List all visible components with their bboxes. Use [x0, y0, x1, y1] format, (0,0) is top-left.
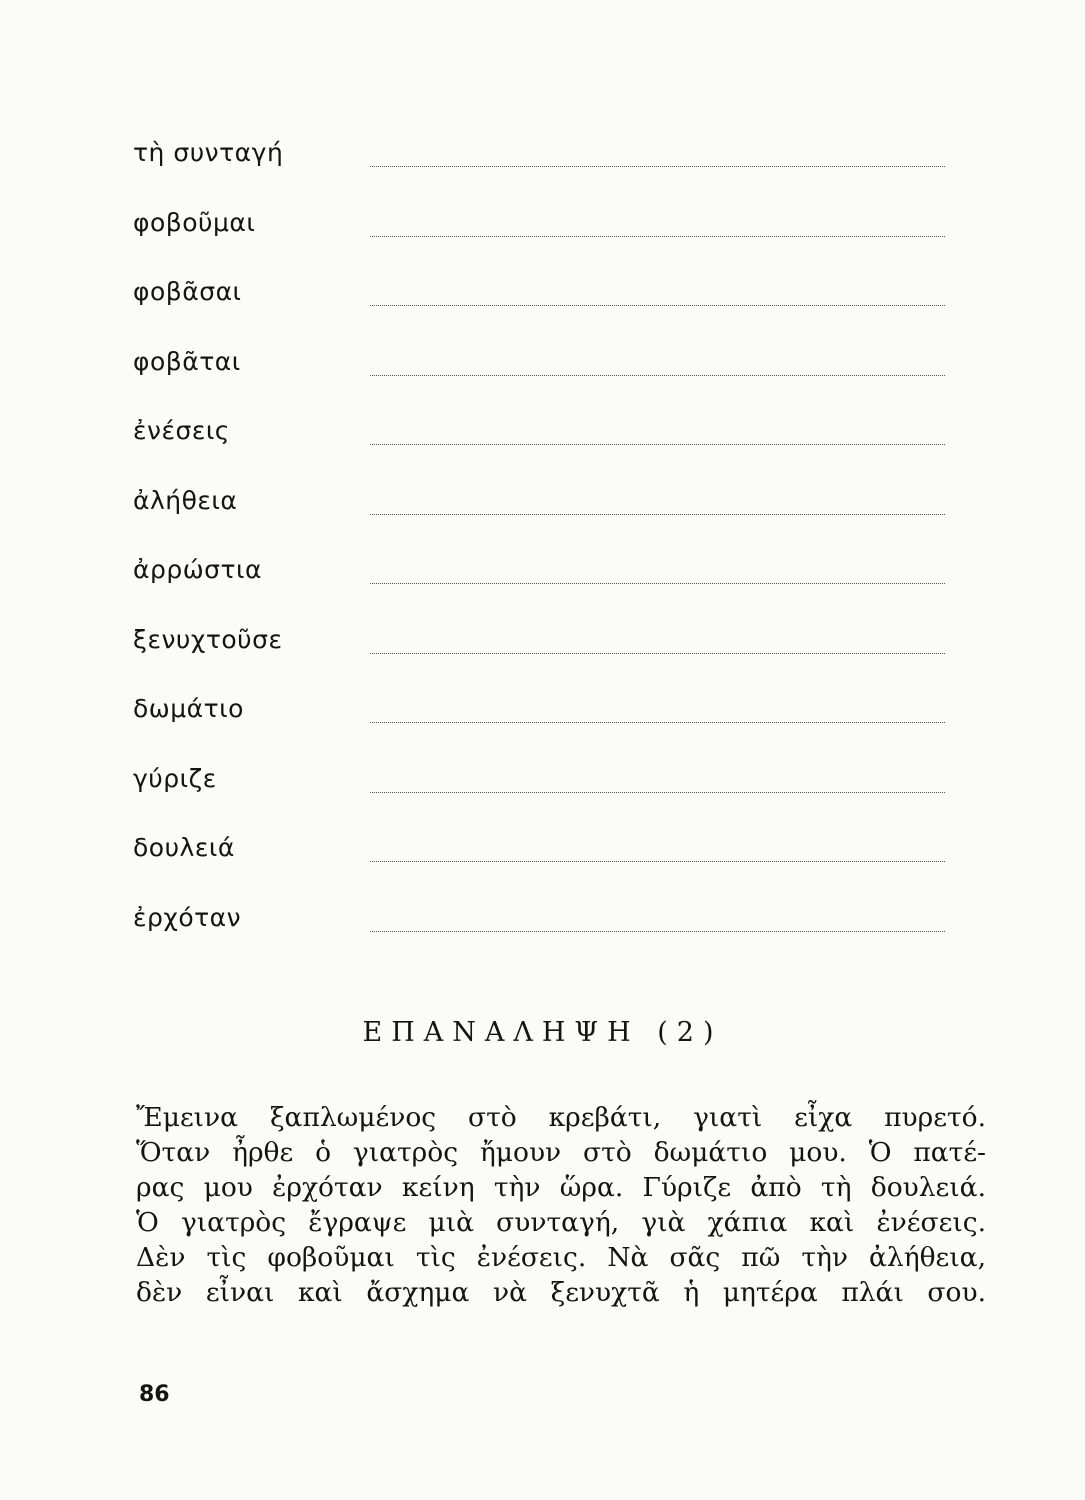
answer-line[interactable]: [370, 653, 945, 654]
reading-passage: [136, 1100, 986, 1310]
vocabulary-word: ξενυχτοῦσε: [133, 624, 283, 654]
vocabulary-row: [133, 208, 953, 278]
vocabulary-row: [133, 764, 953, 834]
vocabulary-word: ἐνέσεις: [133, 416, 230, 445]
vocabulary-list: [133, 138, 953, 972]
reading-line: ρας μου ἐρχόταν κείνη τὴν ὥρα. Γύριζε ἀπὸ τὴ δουλειά.: [136, 1172, 986, 1203]
vocabulary-word: δωμάτιο: [133, 694, 244, 723]
answer-line[interactable]: [370, 722, 945, 723]
answer-line[interactable]: [370, 792, 945, 793]
vocabulary-word: γύριζε: [133, 763, 217, 793]
vocabulary-row: [133, 833, 953, 903]
answer-line[interactable]: [370, 166, 945, 167]
reading-line: Ὁ γιατρὸς ἔγραψε μιὰ συνταγή, γιὰ χάπια καὶ ἐνέσεις.: [136, 1207, 986, 1238]
vocabulary-row: [133, 347, 953, 417]
vocabulary-row: [133, 555, 953, 625]
vocabulary-row: [133, 416, 953, 486]
reading-line: Δὲν τὶς φοβοῦμαι τὶς ἐνέσεις. Νὰ σᾶς πῶ τὴν ἀλήθεια,: [136, 1242, 986, 1273]
vocabulary-word: φοβοῦμαι: [133, 207, 256, 237]
vocabulary-row: [133, 277, 953, 347]
answer-line[interactable]: [370, 514, 945, 515]
vocabulary-word: ἀρρώστια: [133, 555, 262, 584]
vocabulary-row: [133, 625, 953, 695]
vocabulary-row: [133, 903, 953, 973]
vocabulary-word: φοβᾶσαι: [133, 277, 242, 306]
vocabulary-word: ἐρχόταν: [133, 902, 242, 932]
reading-line: Ἔμεινα ξαπλωμένος στὸ κρεβάτι, γιατὶ εἶχα πυρετό.: [136, 1102, 986, 1133]
answer-line[interactable]: [370, 236, 945, 237]
vocabulary-row: [133, 486, 953, 556]
answer-line[interactable]: [370, 305, 945, 306]
vocabulary-word: φοβᾶται: [133, 346, 241, 376]
answer-line[interactable]: [370, 931, 945, 932]
section-title: ΕΠΑΝΑΛΗΨΗ (2): [362, 1017, 723, 1048]
vocabulary-word: ἀλήθεια: [133, 485, 238, 515]
reading-line: δὲν εἶναι καὶ ἄσχημα νὰ ξενυχτᾶ ἡ μητέρα πλάι σου.: [136, 1277, 986, 1308]
reading-line: Ὅταν ἦρθε ὁ γιατρὸς ἤμουν στὸ δωμάτιο μου. Ὁ πατέ-: [136, 1137, 986, 1168]
answer-line[interactable]: [370, 444, 945, 445]
vocabulary-row: [133, 694, 953, 764]
vocabulary-word: τὴ συνταγή: [133, 138, 284, 167]
answer-line[interactable]: [370, 861, 945, 862]
page-number: 86: [139, 1382, 170, 1407]
answer-line[interactable]: [370, 583, 945, 584]
vocabulary-word: δουλειά: [133, 833, 235, 862]
answer-line[interactable]: [370, 375, 945, 376]
vocabulary-row: [133, 138, 953, 208]
